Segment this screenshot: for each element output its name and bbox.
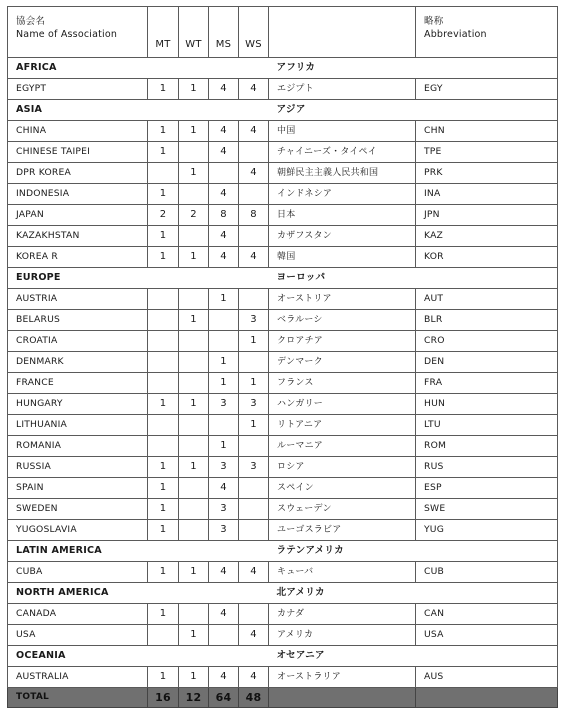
total-blank [269,688,416,708]
ws-count [239,499,269,520]
ms-count: 4 [209,184,239,205]
country-name-ja: スウェーデン [269,499,416,520]
table-row [8,331,558,352]
region-spacer [148,541,179,562]
country-abbreviation: KOR [416,247,558,268]
mt-count: 1 [148,499,179,520]
ms-count: 4 [209,604,239,625]
mt-count: 1 [148,226,179,247]
header-name-ja: 協会名 [16,16,46,27]
country-name: DPR KOREA [8,163,148,184]
table-row [8,520,558,541]
region-spacer [179,100,209,121]
region-spacer [209,583,239,604]
ms-count: 4 [209,247,239,268]
wt-count: 1 [179,163,209,184]
country-name-ja: スペイン [269,478,416,499]
header-name-en: Name of Association [16,29,118,40]
mt-count: 1 [148,478,179,499]
country-name: JAPAN [8,205,148,226]
table-row [8,226,558,247]
country-name-ja: チャイニーズ・タイペイ [269,142,416,163]
wt-count [179,436,209,457]
wt-count [179,499,209,520]
region-name: LATIN AMERICA [8,541,148,562]
ms-count: 4 [209,79,239,100]
region-spacer [209,100,239,121]
mt-count: 1 [148,79,179,100]
ms-count: 1 [209,352,239,373]
region-row [8,583,558,604]
wt-count: 1 [179,394,209,415]
country-abbreviation: JPN [416,205,558,226]
ws-count [239,142,269,163]
region-spacer [239,58,269,79]
header-abbr-cell [416,7,558,58]
ms-count [209,310,239,331]
region-spacer [148,268,179,289]
table-row [8,205,558,226]
mt-count: 1 [148,247,179,268]
ms-count: 3 [209,499,239,520]
ws-count: 1 [239,415,269,436]
region-spacer [148,100,179,121]
total-mt: 16 [148,688,179,708]
ws-count: 3 [239,457,269,478]
country-name-ja: オーストラリア [269,667,416,688]
region-spacer [179,268,209,289]
wt-count: 1 [179,667,209,688]
mt-count: 1 [148,142,179,163]
ws-count: 4 [239,667,269,688]
country-name: KAZAKHSTAN [8,226,148,247]
region-spacer [239,646,269,667]
wt-count [179,226,209,247]
ws-count: 3 [239,310,269,331]
ms-count [209,163,239,184]
country-name: USA [8,625,148,646]
ws-count: 1 [239,331,269,352]
region-spacer [148,583,179,604]
ms-count: 8 [209,205,239,226]
country-name: YUGOSLAVIA [8,520,148,541]
region-spacer [148,58,179,79]
mt-count: 1 [148,562,179,583]
wt-count: 1 [179,625,209,646]
table-row [8,667,558,688]
country-abbreviation: EGY [416,79,558,100]
country-name-ja: 中国 [269,121,416,142]
table-row [8,142,558,163]
ms-count [209,415,239,436]
total-wt: 12 [179,688,209,708]
header-ms: MS [209,7,239,58]
country-abbreviation: TPE [416,142,558,163]
country-name: CANADA [8,604,148,625]
table-row [8,604,558,625]
country-abbreviation: CAN [416,604,558,625]
region-row [8,100,558,121]
mt-count [148,289,179,310]
wt-count [179,289,209,310]
mt-count [148,310,179,331]
ws-count: 8 [239,205,269,226]
table-row [8,562,558,583]
ws-count: 3 [239,394,269,415]
header-name-cell [8,7,148,58]
table-row [8,247,558,268]
country-abbreviation: AUS [416,667,558,688]
mt-count: 2 [148,205,179,226]
wt-count: 1 [179,457,209,478]
region-spacer [239,541,269,562]
wt-count [179,331,209,352]
ms-count: 1 [209,289,239,310]
ws-count: 4 [239,163,269,184]
region-spacer [179,646,209,667]
country-name: AUSTRALIA [8,667,148,688]
country-name-ja: アメリカ [269,625,416,646]
country-abbreviation: YUG [416,520,558,541]
country-abbreviation: DEN [416,352,558,373]
country-name-ja: デンマーク [269,352,416,373]
ws-count [239,184,269,205]
table-row [8,79,558,100]
ws-count [239,478,269,499]
region-spacer [416,583,558,604]
ms-count: 4 [209,121,239,142]
country-abbreviation: BLR [416,310,558,331]
country-abbreviation: CHN [416,121,558,142]
country-name: INDONESIA [8,184,148,205]
country-name: CROATIA [8,331,148,352]
table-row [8,352,558,373]
region-name: EUROPE [8,268,148,289]
country-abbreviation: RUS [416,457,558,478]
wt-count: 1 [179,79,209,100]
ms-count: 4 [209,562,239,583]
region-name: NORTH AMERICA [8,583,148,604]
country-name: BELARUS [8,310,148,331]
table-row [8,289,558,310]
country-name: CUBA [8,562,148,583]
total-ws: 48 [239,688,269,708]
mt-count [148,436,179,457]
region-spacer [209,541,239,562]
country-name: CHINA [8,121,148,142]
total-label: TOTAL [8,688,148,708]
ws-count [239,226,269,247]
mt-count [148,625,179,646]
header-mt: MT [148,7,179,58]
ms-count: 3 [209,520,239,541]
region-spacer [416,541,558,562]
wt-count [179,604,209,625]
country-name: CHINESE TAIPEI [8,142,148,163]
region-spacer [209,646,239,667]
ws-count [239,436,269,457]
region-spacer [239,268,269,289]
ms-count: 1 [209,373,239,394]
ms-count: 4 [209,667,239,688]
ms-count: 4 [209,226,239,247]
wt-count: 1 [179,121,209,142]
ms-count: 3 [209,394,239,415]
ws-count [239,520,269,541]
country-abbreviation: LTU [416,415,558,436]
region-name: ASIA [8,100,148,121]
mt-count: 1 [148,121,179,142]
mt-count [148,352,179,373]
total-blank [416,688,558,708]
wt-count [179,415,209,436]
ws-count [239,289,269,310]
mt-count: 1 [148,520,179,541]
region-row [8,646,558,667]
mt-count [148,331,179,352]
mt-count: 1 [148,667,179,688]
wt-count: 1 [179,247,209,268]
country-name: EGYPT [8,79,148,100]
ws-count: 4 [239,562,269,583]
country-name-ja: エジプト [269,79,416,100]
ms-count: 1 [209,436,239,457]
header-abbr-en: Abbreviation [424,29,487,40]
wt-count [179,352,209,373]
country-abbreviation: KAZ [416,226,558,247]
country-abbreviation: AUT [416,289,558,310]
country-name-ja: ハンガリー [269,394,416,415]
country-name-ja: キューバ [269,562,416,583]
mt-count [148,373,179,394]
country-abbreviation: CRO [416,331,558,352]
wt-count: 1 [179,562,209,583]
table-row [8,310,558,331]
header-wt: WT [179,7,209,58]
region-name-ja: ラテンアメリカ [269,541,416,562]
wt-count [179,142,209,163]
table-body [8,7,558,708]
region-spacer [239,100,269,121]
country-name: FRANCE [8,373,148,394]
country-abbreviation: ROM [416,436,558,457]
header-row [8,7,558,58]
country-abbreviation: INA [416,184,558,205]
country-name: AUSTRIA [8,289,148,310]
region-name-ja: オセアニア [269,646,416,667]
country-name: LITHUANIA [8,415,148,436]
association-table-sheet [7,6,557,708]
region-name: AFRICA [8,58,148,79]
table-row [8,415,558,436]
country-name-ja: 朝鮮民主主義人民共和国 [269,163,416,184]
ms-count [209,625,239,646]
region-name-ja: アジア [269,100,416,121]
region-spacer [239,583,269,604]
mt-count: 1 [148,184,179,205]
total-row [8,688,558,708]
country-name-ja: カナダ [269,604,416,625]
table-row [8,394,558,415]
country-abbreviation: HUN [416,394,558,415]
region-name: OCEANIA [8,646,148,667]
region-row [8,268,558,289]
region-spacer [416,268,558,289]
country-name-ja: クロアチア [269,331,416,352]
ms-count: 4 [209,478,239,499]
header-ws: WS [239,7,269,58]
country-name-ja: ロシア [269,457,416,478]
region-spacer [209,58,239,79]
country-name: RUSSIA [8,457,148,478]
ws-count: 4 [239,79,269,100]
table-row [8,499,558,520]
country-name: SPAIN [8,478,148,499]
table-row [8,436,558,457]
country-abbreviation: FRA [416,373,558,394]
region-spacer [179,541,209,562]
region-spacer [416,646,558,667]
region-spacer [179,58,209,79]
region-spacer [416,58,558,79]
wt-count: 2 [179,205,209,226]
region-name-ja: 北アメリカ [269,583,416,604]
country-name-ja: オーストリア [269,289,416,310]
wt-count [179,373,209,394]
country-name: SWEDEN [8,499,148,520]
wt-count [179,520,209,541]
ws-count: 4 [239,121,269,142]
wt-count [179,184,209,205]
table-row [8,457,558,478]
mt-count: 1 [148,394,179,415]
country-name: DENMARK [8,352,148,373]
table-row [8,373,558,394]
region-row [8,58,558,79]
region-row [8,541,558,562]
country-name: ROMANIA [8,436,148,457]
table-row [8,625,558,646]
country-name-ja: ルーマニア [269,436,416,457]
association-table [7,6,558,708]
country-name-ja: インドネシア [269,184,416,205]
ms-count: 4 [209,142,239,163]
ws-count: 1 [239,373,269,394]
mt-count: 1 [148,604,179,625]
table-row [8,478,558,499]
country-name: KOREA R [8,247,148,268]
region-spacer [209,268,239,289]
total-ms: 64 [209,688,239,708]
ms-count [209,331,239,352]
region-name-ja: アフリカ [269,58,416,79]
country-abbreviation: USA [416,625,558,646]
table-row [8,184,558,205]
region-spacer [179,583,209,604]
mt-count [148,163,179,184]
ms-count: 3 [209,457,239,478]
wt-count: 1 [179,310,209,331]
ws-count: 4 [239,625,269,646]
country-name-ja: リトアニア [269,415,416,436]
country-name: HUNGARY [8,394,148,415]
ws-count: 4 [239,247,269,268]
mt-count: 1 [148,457,179,478]
wt-count [179,478,209,499]
country-abbreviation: ESP [416,478,558,499]
country-abbreviation: PRK [416,163,558,184]
ws-count [239,352,269,373]
table-row [8,163,558,184]
country-abbreviation: SWE [416,499,558,520]
country-name-ja: カザフスタン [269,226,416,247]
country-name-ja: 日本 [269,205,416,226]
country-name-ja: フランス [269,373,416,394]
country-name-ja: ベラルーシ [269,310,416,331]
country-abbreviation: CUB [416,562,558,583]
region-spacer [416,100,558,121]
region-name-ja: ヨーロッパ [269,268,416,289]
region-spacer [148,646,179,667]
header-blank-ja [269,7,416,58]
country-name-ja: 韓国 [269,247,416,268]
ws-count [239,604,269,625]
country-name-ja: ユーゴスラビア [269,520,416,541]
table-row [8,121,558,142]
mt-count [148,415,179,436]
header-abbr-ja: 略称 [424,16,444,27]
